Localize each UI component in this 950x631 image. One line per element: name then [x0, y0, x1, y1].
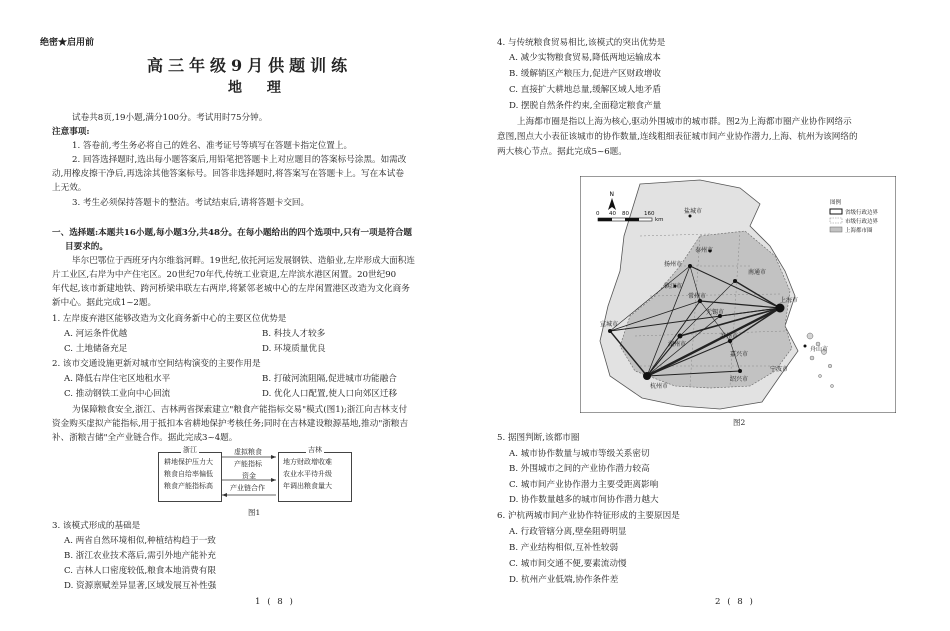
question-stem: 3. 该模式形成的基础是 [52, 521, 141, 531]
page-number: 2 ( 8 ) [715, 597, 755, 607]
svg-text:N: N [609, 191, 614, 198]
zhejiang-item: 粮食产能指标高 [164, 482, 213, 490]
option: A. 行政管辖分离,壁垒阻碍明显 [509, 527, 627, 537]
svg-text:80: 80 [622, 211, 629, 217]
option: D. 资源禀赋差异显著,区域发展互补性强 [64, 581, 217, 591]
svg-text:160: 160 [644, 211, 655, 217]
option: A. 两省自然环境相似,种植结构趋于一致 [64, 536, 216, 546]
question-stem: 6. 沪杭两城市间产业协作特征形成的主要原因是 [497, 511, 680, 521]
svg-text:40: 40 [609, 211, 616, 217]
option: D. 杭州产业低端,协作条件差 [509, 575, 619, 585]
city-label: 嘉兴市 [730, 351, 749, 358]
city-label: 宁波市 [770, 366, 789, 373]
passage-line: 上海都市圈是指以上海为核心,驱动外围城市的城市群。图2为上海都市圈产业协作网络示 [517, 117, 852, 127]
city-label: 盐城市 [684, 208, 703, 215]
city-label: 杭州市 [650, 383, 669, 390]
city-label: 扬州市 [664, 261, 683, 268]
passage-line: 年代起,该市新建地铁、跨河桥梁串联左右两岸,将紧邻老城中心的左岸闲置港区改造为文化商务 [52, 284, 410, 294]
city-label: 南通市 [748, 269, 767, 276]
option: C. 土地储备充足 [64, 344, 128, 354]
passage-line: 补、浙粮吉储"全产业链合作。据此完成3~4题。 [52, 433, 238, 443]
zhejiang-label: 浙江 [183, 446, 197, 454]
svg-text:km: km [655, 217, 664, 223]
middle-item: 产能指标 [234, 460, 262, 468]
question-stem: 5. 据图判断,该都市圈 [497, 433, 580, 443]
notice-heading: 注意事项: [52, 127, 90, 137]
figure-2-map [580, 176, 896, 413]
option: B. 科技人才较多 [262, 329, 326, 339]
page-right [475, 0, 950, 631]
option: A. 河运条件优越 [64, 329, 128, 339]
exam-title: 高三年级9月供题训练 [147, 56, 353, 75]
subject-title: 地 理 [228, 80, 291, 96]
question-stem: 4. 与传统粮食贸易相比,该模式的突出优势是 [497, 38, 666, 48]
option: B. 打破河流阻隔,促进城市功能融合 [262, 374, 397, 384]
option: A. 降低右岸住宅区地租水平 [64, 374, 171, 384]
option: D. 环境质量优良 [262, 344, 326, 354]
exam-info: 试卷共8页,19小题,满分100分。考试用时75分钟。 [72, 113, 268, 123]
passage-line: 新中心。据此完成1~2题。 [52, 298, 157, 308]
jilin-item: 年调出粮食量大 [283, 482, 332, 490]
page-number: 1 ( 8 ) [255, 597, 295, 607]
figure-1 [150, 446, 360, 506]
jilin-item: 地方财政增收难 [283, 458, 332, 466]
option: C. 城市间产业协作潜力主要受距离影响 [509, 480, 659, 490]
section-heading: 一、选择题:本题共16小题,每小题3分,共48分。在每小题给出的四个选项中,只有一项是符合题 [52, 228, 413, 238]
section-heading: 目要求的。 [65, 242, 108, 252]
option: B. 浙江农业技术落后,需引外地产能补充 [64, 551, 217, 561]
city-label: 舟山市 [810, 346, 829, 353]
passage-line: 片工业区,右岸为中产住宅区。20世纪70年代,传统工业衰退,左岸滨水港区闲置。20世纪90 [52, 270, 397, 280]
city-label: 湖州市 [668, 341, 687, 348]
option: A. 减少实物粮食贸易,降低两地运输成本 [509, 53, 661, 63]
city-label: 无锡市 [706, 309, 725, 316]
city-label: 绍兴市 [730, 376, 749, 383]
passage-line: 为保障粮食安全,浙江、吉林两省探索建立"粮食产能指标交易"模式(图1);浙江向吉林支付 [72, 405, 408, 415]
middle-top-label: 虚拟粮食 [234, 448, 262, 456]
jilin-label: 吉林 [308, 446, 322, 454]
question-stem: 2. 该市交通设施更新对城市空间结构演变的主要作用是 [52, 359, 261, 369]
option: C. 城市间交通不便,要素流动慢 [509, 559, 627, 569]
passage-line: 资金购买虚拟产能指标,用于抵扣本省耕地保护考核任务;同时在吉林建设粮源基地,推动"浙粮吉 [52, 419, 409, 429]
notice-line: 1. 答卷前,考生务必将自己的姓名、准考证号等填写在答题卡指定位置上。 [72, 141, 353, 151]
svg-text:省级行政边界: 省级行政边界 [845, 210, 879, 216]
jilin-item: 农业水平待升级 [283, 470, 332, 478]
svg-text:上海都市圈: 上海都市圈 [845, 228, 873, 234]
city-label: 宣城市 [600, 321, 619, 328]
middle-item: 产业链合作 [230, 484, 265, 492]
figure-1-caption: 图1 [248, 508, 261, 517]
passage-line: 毕尔巴鄂位于西班牙内尔维翁河畔。19世纪,依托河运发展钢铁、造船业,左岸形成大面积连 [72, 256, 415, 266]
option: B. 缓解销区产粮压力,促进产区财政增收 [509, 69, 662, 79]
city-label: 镇江市 [664, 283, 683, 290]
notice-line: 动,用橡皮擦干净后,再选涂其他答案标号。回答非选择题时,将答案写在答题卡上。写在本试卷 [52, 169, 404, 179]
figure-2-caption: 图2 [733, 418, 746, 427]
passage-line: 意图,图点大小表征该城市的协作数量,连线粗细表征城市间产业协作潜力,上海、杭州为该网络的 [497, 132, 858, 142]
city-label: 上海市 [780, 297, 799, 304]
city-label: 常州市 [688, 293, 707, 300]
svg-text:图例: 图例 [830, 200, 842, 206]
option: A. 城市协作数量与城市等级关系密切 [509, 449, 650, 459]
flow-arrows [220, 446, 278, 506]
option: B. 外围城市之间的产业协作潜力较高 [509, 464, 650, 474]
city-label: 泰州市 [695, 247, 714, 254]
notice-line: 上无效。 [52, 183, 87, 193]
notice-line: 2. 回答选择题时,选出每小题答案后,用铅笔把答题卡上对应题目的答案标号涂黑。如需改 [72, 155, 407, 165]
option: C. 直接扩大耕地总量,缓解区域人地矛盾 [509, 85, 661, 95]
option: B. 产业结构相似,互补性较弱 [509, 543, 619, 553]
option: C. 推动钢铁工业向中心回流 [64, 389, 171, 399]
secret-label: 绝密★启用前 [40, 38, 95, 48]
city-label: 苏州市 [720, 333, 739, 340]
option: D. 协作数量越多的城市间协作潜力越大 [509, 495, 659, 505]
option: D. 摆脱自然条件约束,全面稳定粮食产量 [509, 101, 662, 111]
option: D. 优化人口配置,使人口向郊区迁移 [262, 389, 398, 399]
svg-text:市级行政边界: 市级行政边界 [845, 219, 879, 225]
passage-line: 两大核心节点。据此完成5~6题。 [497, 147, 627, 157]
question-stem: 1. 左岸废弃港区能够改造为文化商务新中心的主要区位优势是 [52, 314, 287, 324]
notice-line: 3. 考生必须保持答题卡的整洁。考试结束后,请将答题卡交回。 [72, 198, 310, 208]
zhejiang-item: 粮食自给率偏低 [164, 470, 213, 478]
option: C. 吉林人口密度较低,粮食本地消费有限 [64, 566, 216, 576]
zhejiang-item: 耕地保护压力大 [164, 458, 213, 466]
middle-item: 资金 [242, 472, 256, 480]
svg-text:0: 0 [596, 211, 600, 217]
